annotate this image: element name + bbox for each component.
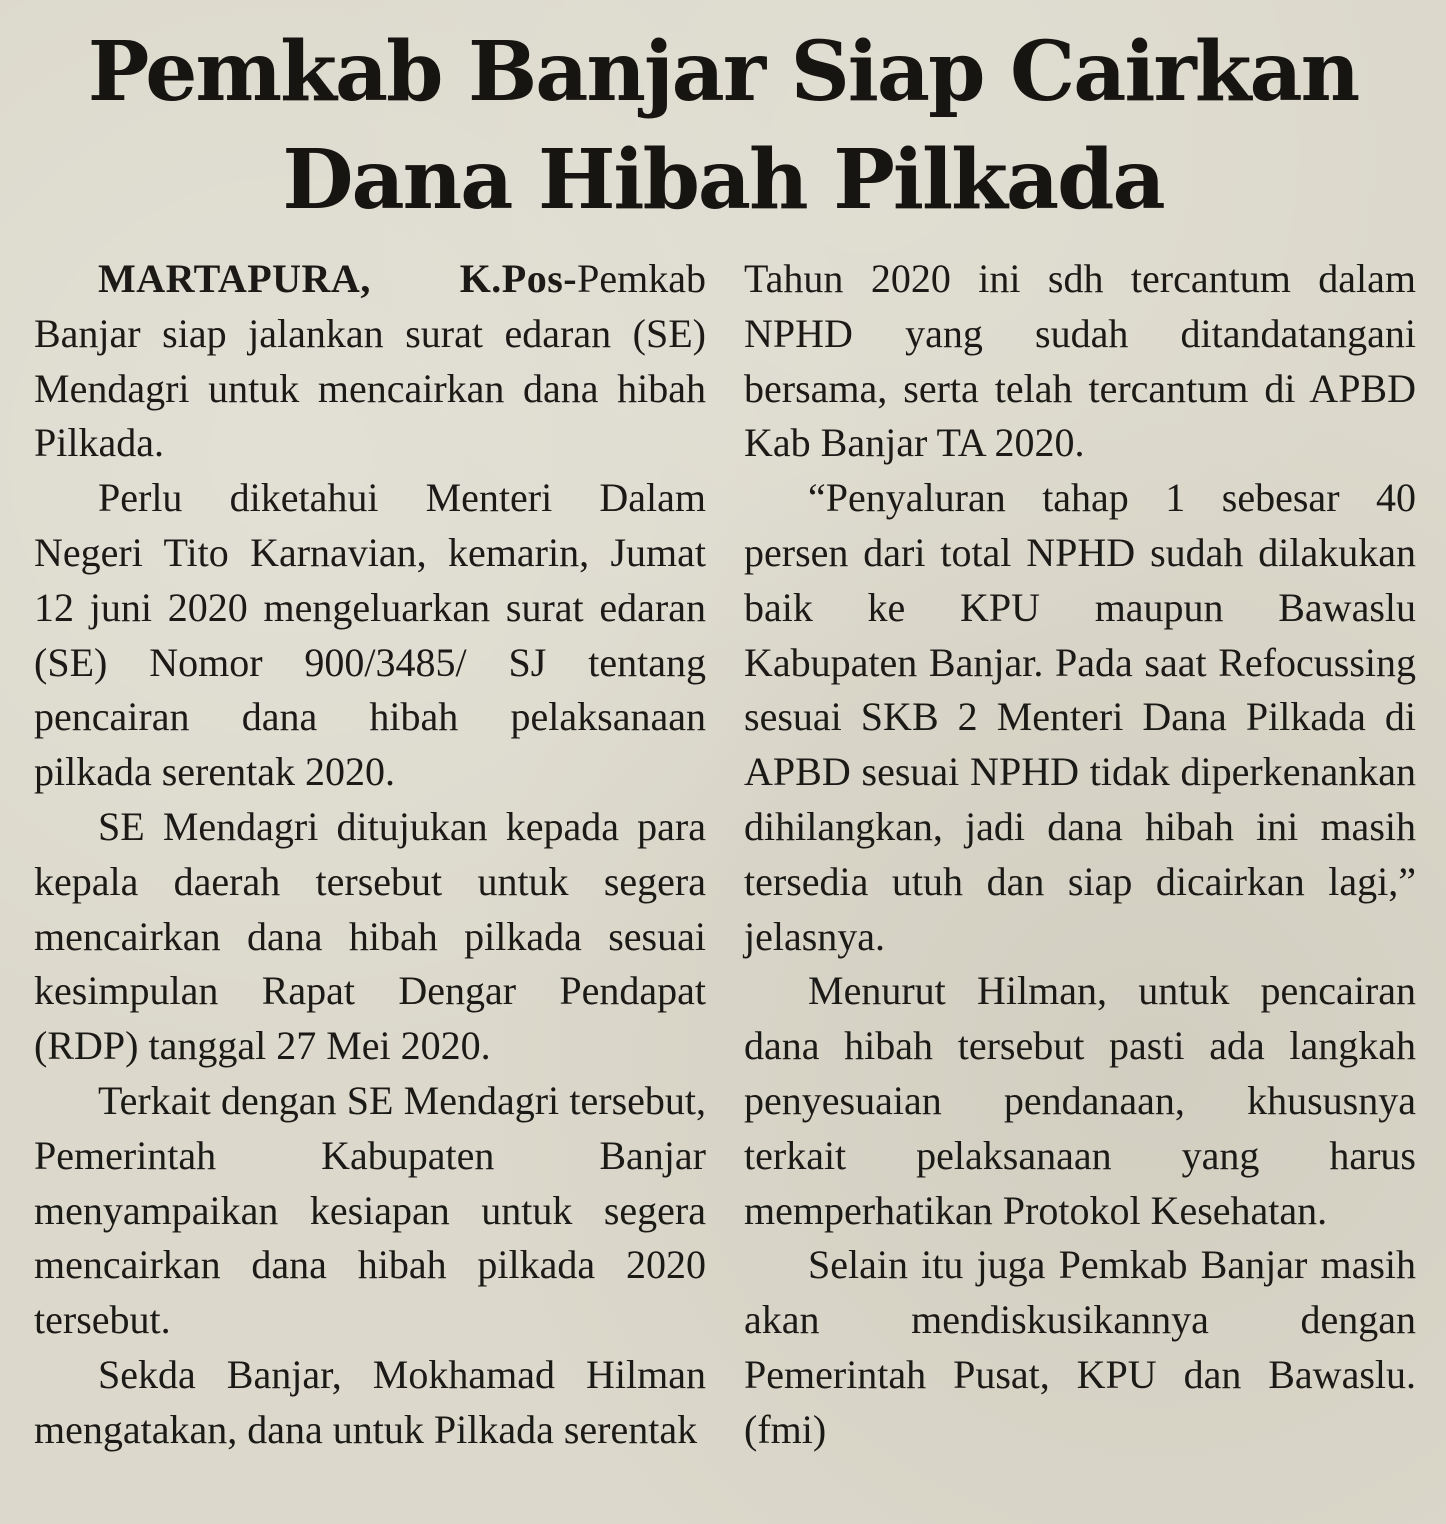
paragraph xyxy=(34,252,706,471)
paragraph: Selain itu juga Pemkab Banjar masih akan mendiskusikannya dengan Pemerintah Pusat, KPU dan Bawaslu.(fmi) xyxy=(744,1242,1416,1452)
paragraph: Terkait dengan SE Mendagri tersebut, Pemerintah Kabupaten Banjar menyampaikan kesiapan untuk segera mencairkan dana hibah pilkada 2020 tersebut. xyxy=(34,1077,706,1343)
paragraph: Sekda Banjar, Mokhamad Hilman mengatakan, dana untuk Pilkada serentak xyxy=(34,1351,706,1452)
right-column xyxy=(744,252,1416,1458)
paragraph: “Penyaluran tahap 1 sebesar 40 persen dari total NPHD sudah dilakukan baik ke KPU maupun Bawaslu Kabupaten Banjar. Pada saat Refocussing sesuai SKB 2 Menteri Dana Pilkada di APBD sesuai NPHD tidak diperkenankan dihilangkan, jadi dana hibah ini masih tersedia utuh dan siap dicairkan lagi,” jelasnya. xyxy=(744,475,1416,959)
paragraph: SE Mendagri ditujukan kepada para kepala daerah tersebut untuk segera mencairkan dana hibah pilkada sesuai kesimpulan Rapat Dengar Pendapat (RDP) tanggal 27 Mei 2020. xyxy=(34,803,706,1069)
paragraph: Menurut Hilman, untuk pencairan dana hibah tersebut pasti ada langkah penyesuaian pendanaan, khususnya terkait pelaksanaan yang harus memperhatikan Protokol Kesehatan. xyxy=(744,968,1416,1233)
paragraph-text: Pemkab Banjar siap jalankan surat edaran (SE) Mendagri untuk mencairkan dana hibah Pilkada. xyxy=(34,256,706,466)
paragraph: Tahun 2020 ini sdh tercantum dalam NPHD yang sudah ditandatangani bersama, serta telah tercantum di APBD Kab Banjar TA 2020. xyxy=(744,256,1416,466)
dateline: MARTAPURA, K.Pos- xyxy=(98,256,578,301)
headline-line-2: Dana Hibah Pilkada xyxy=(282,132,1164,228)
paragraph: Perlu diketahui Menteri Dalam Negeri Tito Karnavian, kemarin, Jumat 12 juni 2020 mengeluarkan surat edaran (SE) Nomor 900/3485/ SJ tentang pencairan dana hibah pelaksanaan pilkada serentak 2020. xyxy=(34,475,706,795)
headline-line-1: Pemkab Banjar Siap Cairkan xyxy=(87,24,1359,120)
left-column xyxy=(34,252,706,1458)
headline xyxy=(0,18,1446,234)
